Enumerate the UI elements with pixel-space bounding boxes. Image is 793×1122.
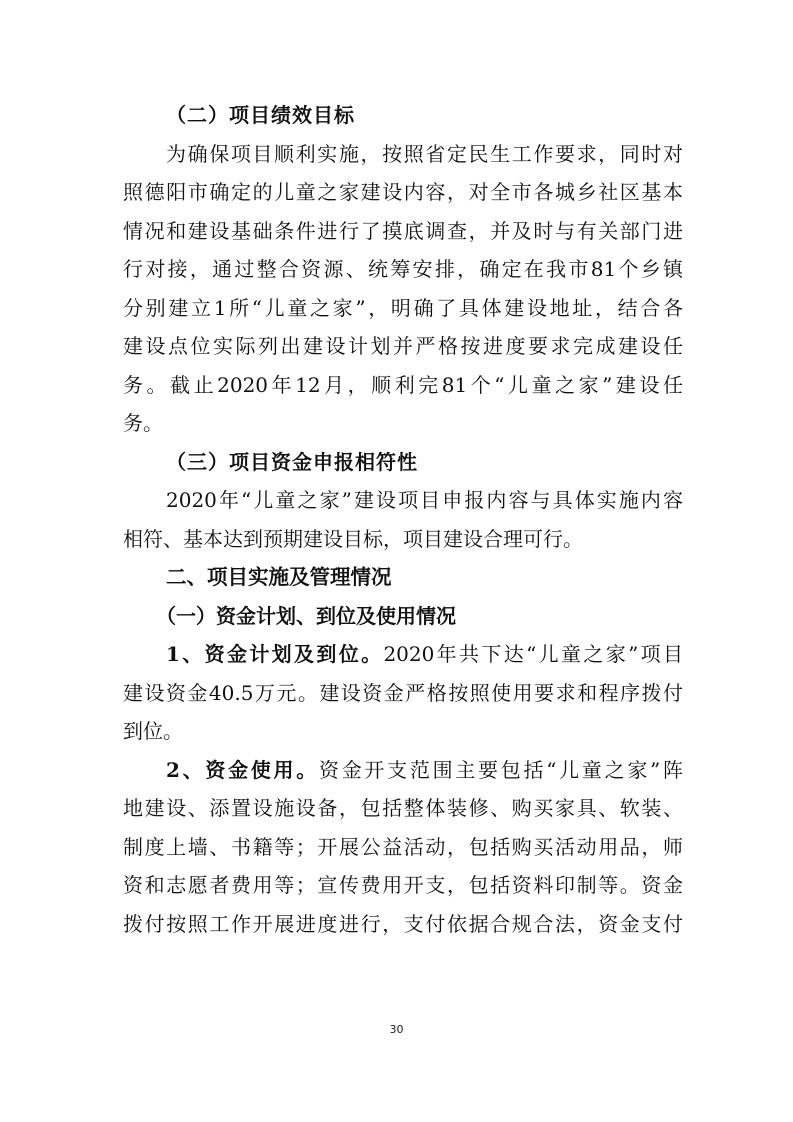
paragraph-line: 务。 <box>123 411 163 435</box>
paragraph-line: 行对接，通过整合资源、统筹安排，确定在我市81个乡镇 <box>123 257 683 281</box>
paragraph-line: 为确保项目顺利实施，按照省定民生工作要求，同时对 <box>166 141 683 166</box>
section-heading-fund-conformity: （三）项目资金申报相符性 <box>166 449 418 474</box>
section-heading-performance-goals: （二）项目绩效目标 <box>166 103 355 127</box>
paragraph-line: 到位。 <box>123 719 183 743</box>
paragraph-line: 情况和建设基础条件进行了摸底调查，并及时与有关部门进 <box>123 218 683 243</box>
paragraph-line: 相符、基本达到预期建设目标，项目建设合理可行。 <box>123 526 583 551</box>
paragraph-line: 资和志愿者费用等；宣传费用开支，包括资料印制等。资金 <box>123 873 683 897</box>
paragraph-line: 制度上墙、书籍等；开展公益活动，包括购买活动用品，师 <box>123 834 683 859</box>
item-2-text: 资金开支范围主要包括“儿童之家”阵 <box>318 757 683 782</box>
item-1-lead: 1、资金计划及到位。 <box>166 642 384 666</box>
page-content <box>123 96 683 943</box>
item-1-first-line <box>123 635 683 674</box>
part-heading-implementation: 二、项目实施及管理情况 <box>166 565 392 589</box>
item-1-text: 2020年共下达“儿童之家”项目 <box>383 642 683 666</box>
item-2-first-line <box>123 751 683 790</box>
item-2-lead: 2、资金使用。 <box>166 757 319 782</box>
paragraph-line: 照德阳市确定的儿童之家建设内容，对全市各城乡社区基本 <box>123 180 683 204</box>
paragraph-line: 地建设、添置设施设备，包括整体装修、购买家具、软装、 <box>123 796 683 820</box>
paragraph-line: 拨付按照工作开展进度进行，支付依据合规合法，资金支付 <box>123 911 683 936</box>
paragraph-line: 务。截止2020年12月，顺利完81个“儿童之家”建设任 <box>123 372 683 397</box>
paragraph-line: 2020年“儿童之家”建设项目申报内容与具体实施内容 <box>166 488 683 512</box>
subsection-heading-funds: （一）资金计划、到位及使用情况 <box>156 603 456 628</box>
page-number: 30 <box>389 1023 404 1036</box>
paragraph-line: 建设资金40.5万元。建设资金严格按照使用要求和程序拨付 <box>123 680 683 705</box>
paragraph-line: 分别建立1所“儿童之家”，明确了具体建设地址，结合各 <box>123 295 683 320</box>
paragraph-line: 建设点位实际列出建设计划并严格按进度要求完成建设任 <box>123 334 683 358</box>
